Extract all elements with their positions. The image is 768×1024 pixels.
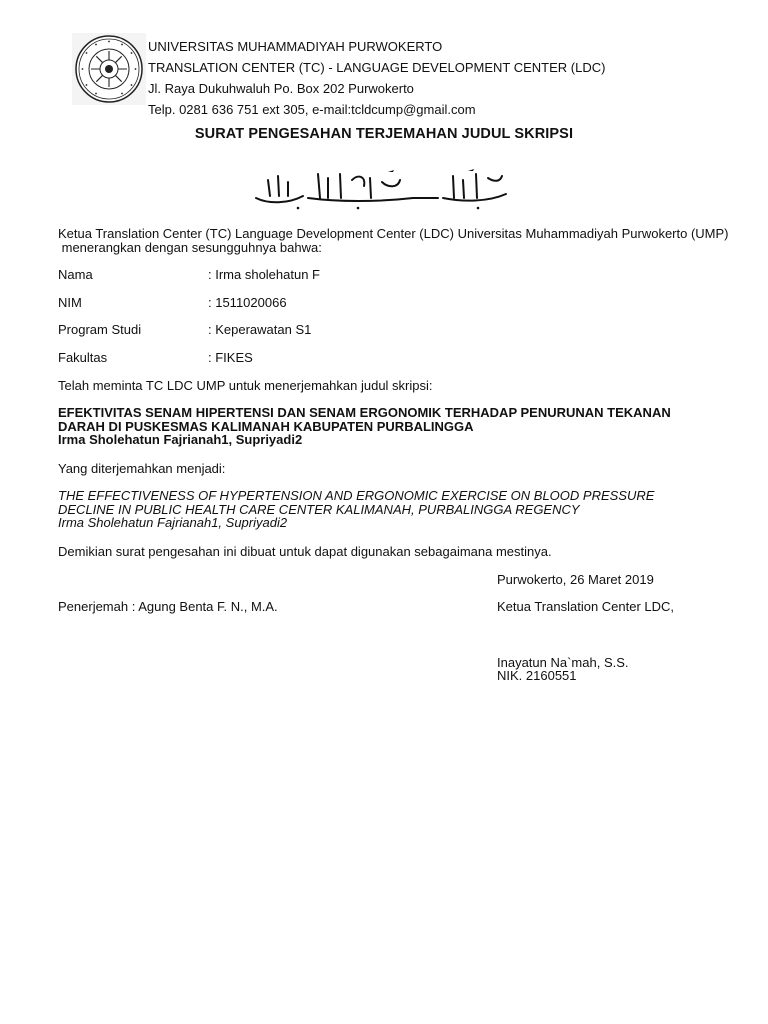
letterhead bbox=[148, 36, 605, 120]
intro-line-2: menerangkan dengan sesungguhnya bahwa: bbox=[58, 239, 322, 255]
field-label: NIM bbox=[58, 295, 82, 310]
field-label: Program Studi bbox=[58, 322, 142, 337]
field-label: Fakultas bbox=[58, 350, 108, 365]
university-name: UNIVERSITAS MUHAMMADIYAH PURWOKERTO bbox=[148, 39, 443, 54]
intro-paragraph bbox=[58, 227, 738, 254]
field-value: : FIKES bbox=[208, 350, 253, 365]
field-label: Nama bbox=[58, 267, 93, 282]
field-value: : Irma sholehatun F bbox=[208, 267, 320, 282]
translated-label: Yang diterjemahkan menjadi: bbox=[58, 461, 226, 476]
original-title-block bbox=[58, 406, 738, 447]
translated-title-line-2: DECLINE IN PUBLIC HEALTH CARE CENTER KALIMANAH, PURBALINGGA REGENCY bbox=[58, 501, 580, 517]
translated-authors: Irma Sholehatun Fajrianah1, Supriyadi2 bbox=[58, 515, 288, 530]
field-value: : Keperawatan S1 bbox=[208, 322, 312, 337]
university-logo bbox=[72, 33, 146, 105]
original-title-line-2: DARAH DI PUSKESMAS KALIMANAH KABUPATEN PURBALINGGA bbox=[58, 418, 474, 434]
intro-line-1: Ketua Translation Center (TC) Language Development Center (LDC) Universitas Muhammadiyah Purwokerto (UMP) bbox=[58, 226, 729, 241]
address: Jl. Raya Dukuhwaluh Po. Box 202 Purwokerto bbox=[148, 81, 414, 96]
translated-title-block bbox=[58, 489, 738, 530]
request-text: Telah meminta TC LDC UMP untuk menerjemahkan judul skripsi: bbox=[58, 378, 433, 393]
signer-title: Ketua Translation Center LDC, bbox=[497, 599, 675, 614]
translator: Penerjemah : Agung Benta F. N., M.A. bbox=[58, 599, 278, 614]
signer-name: Inayatun Na`mah, S.S. bbox=[497, 655, 629, 670]
center-name: TRANSLATION CENTER (TC) - LANGUAGE DEVELOPMENT CENTER (LDC) bbox=[148, 60, 606, 75]
original-title-line-1: EFEKTIVITAS SENAM HIPERTENSI DAN SENAM ERGONOMIK TERHADAP PENURUNAN TEKANAN bbox=[58, 405, 671, 420]
basmala-calligraphy-icon bbox=[248, 168, 516, 212]
closing-text: Demikian surat pengesahan ini dibuat untuk dapat digunakan sebagaimana mestinya. bbox=[58, 544, 552, 559]
original-authors: Irma Sholehatun Fajrianah1, Supriyadi2 bbox=[58, 432, 303, 447]
signer-nik: NIK. 2160551 bbox=[497, 668, 577, 683]
field-value: : 1511020066 bbox=[208, 295, 287, 310]
translated-title-line-1: THE EFFECTIVENESS OF HYPERTENSION AND ERGONOMIC EXERCISE ON BLOOD PRESSURE bbox=[58, 488, 655, 503]
contact: Telp. 0281 636 751 ext 305, e-mail:tcldcump@gmail.com bbox=[148, 102, 476, 117]
document-title: SURAT PENGESAHAN TERJEMAHAN JUDUL SKRIPSI bbox=[194, 126, 574, 142]
place-date: Purwokerto, 26 Maret 2019 bbox=[497, 572, 654, 587]
